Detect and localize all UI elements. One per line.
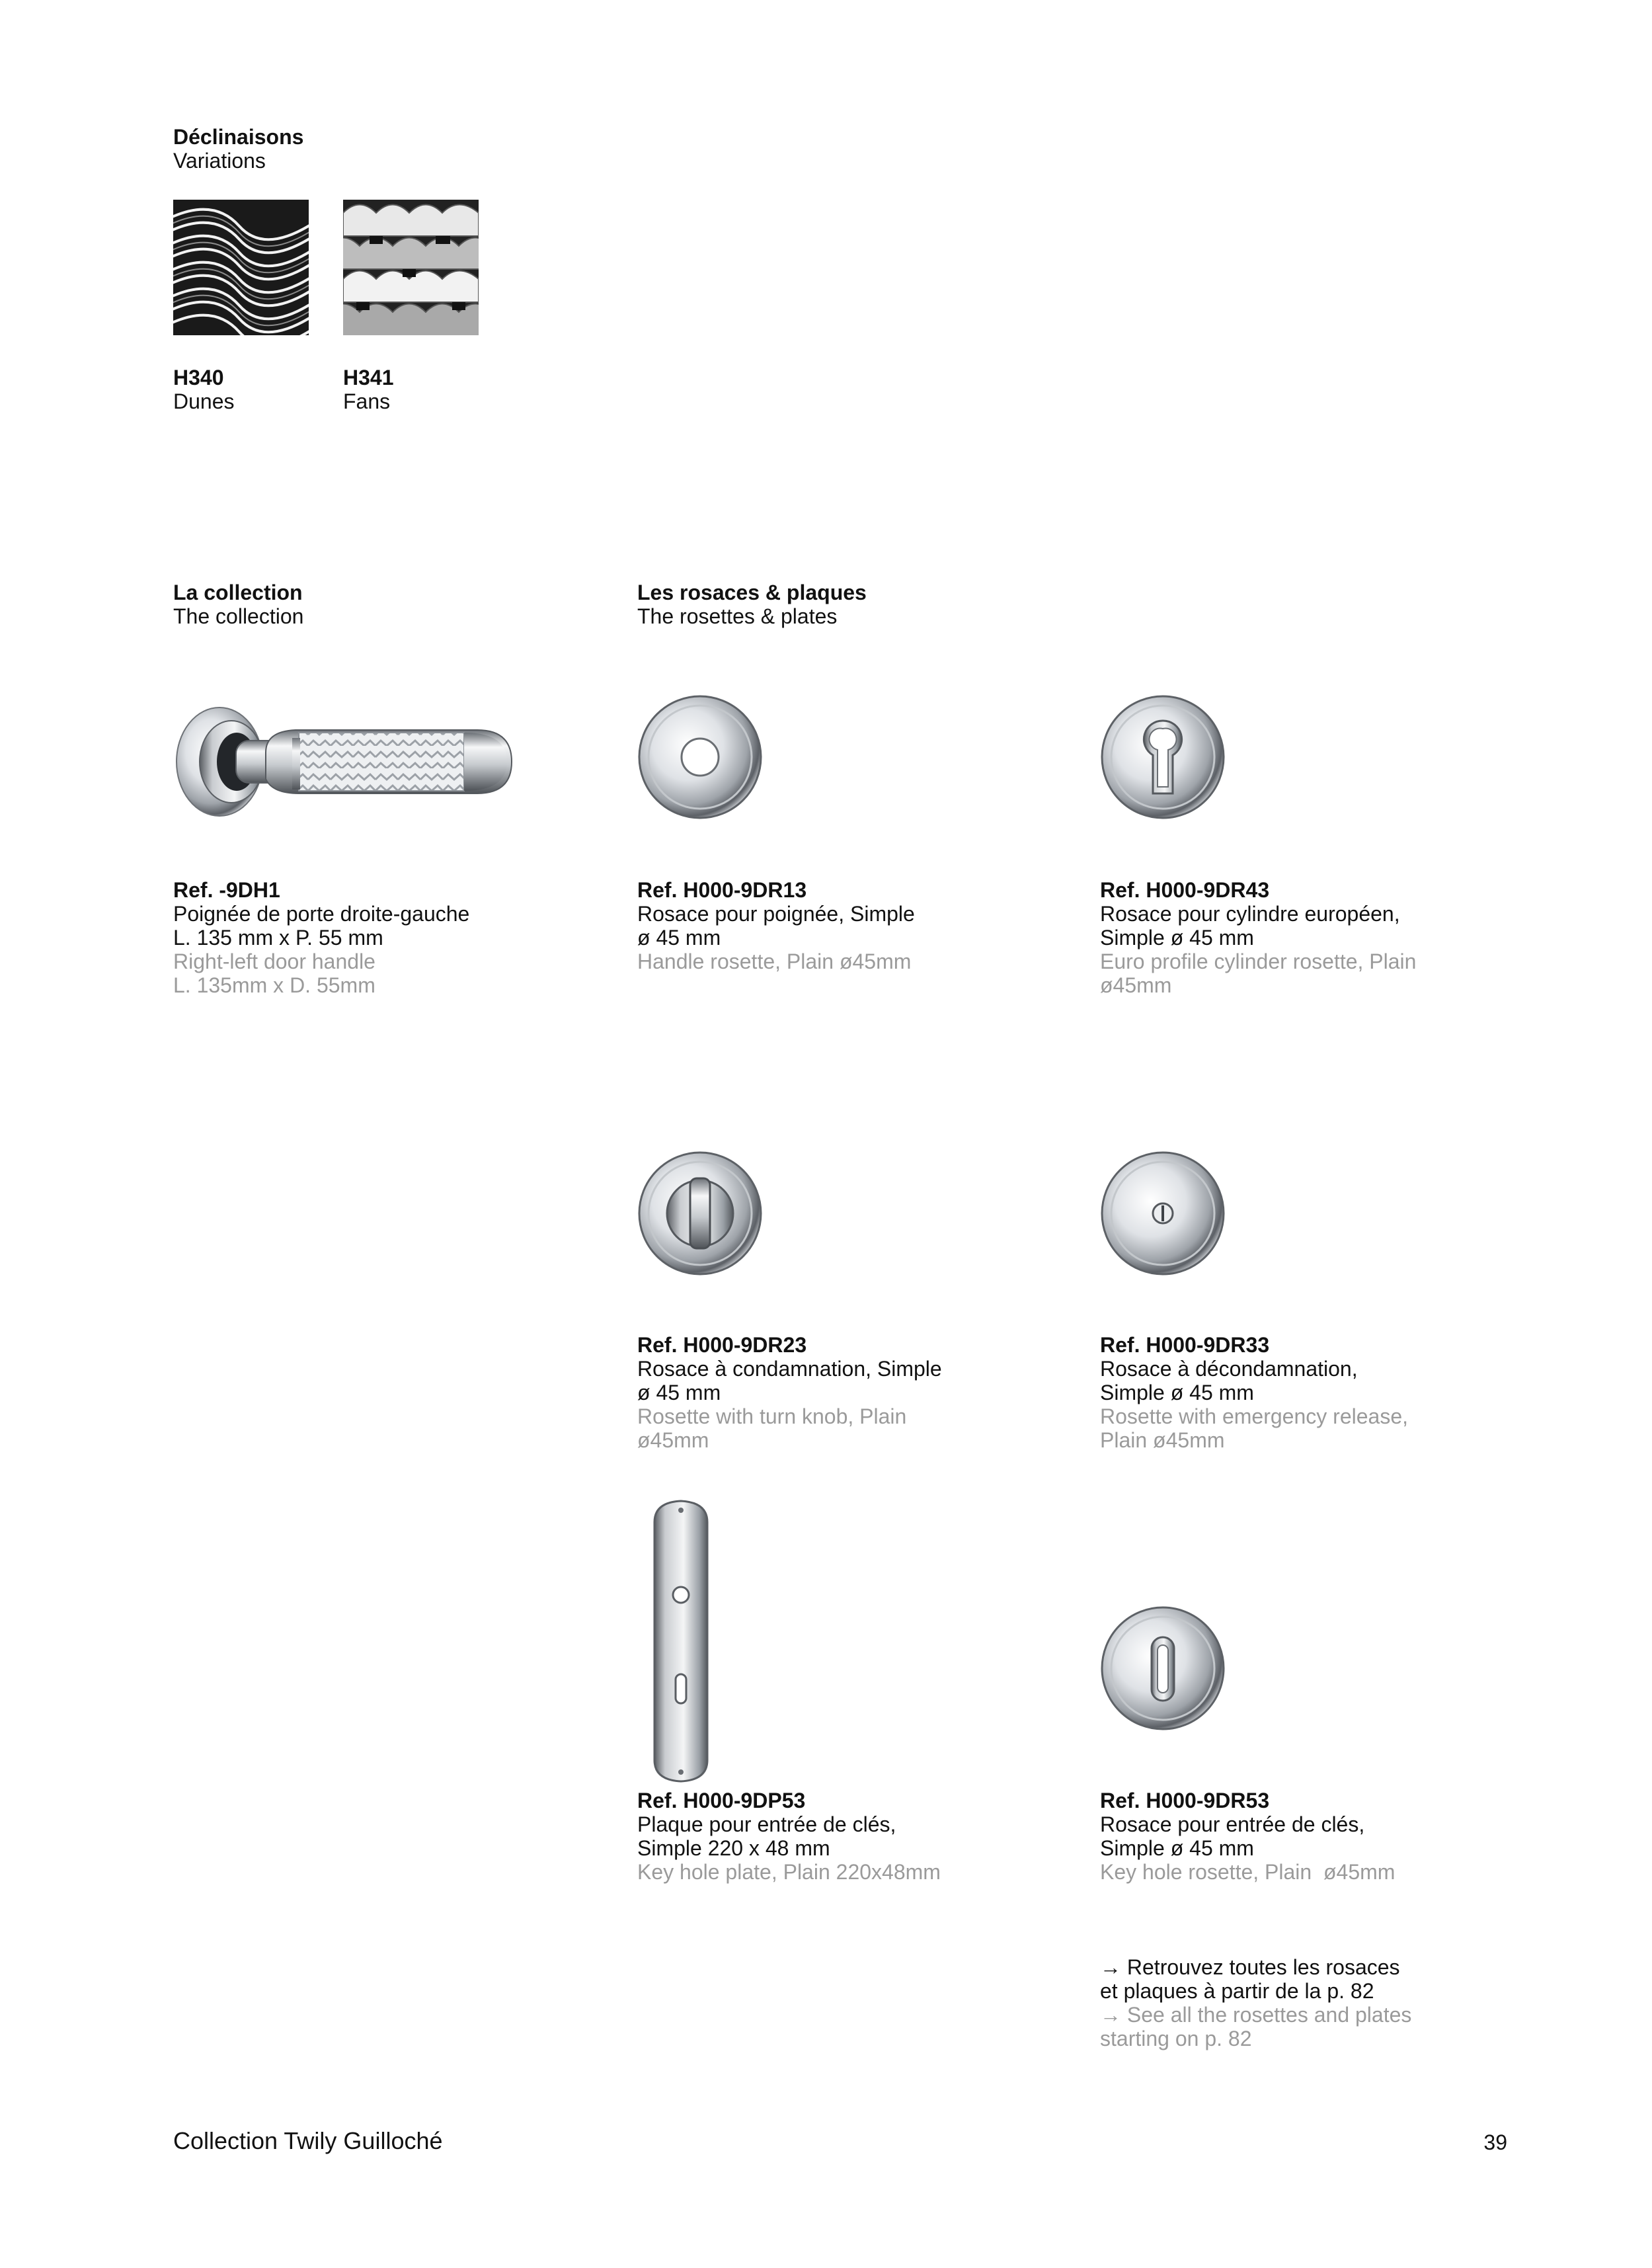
product-ref: Ref. -9DH1 [173, 878, 280, 902]
note-fr: → Retrouvez toutes les rosaces [1100, 1955, 1400, 1979]
variation-code: H340 [173, 366, 224, 389]
door-handle-image [173, 701, 517, 827]
rosette-keyhole-image [1100, 1605, 1232, 1738]
product-desc-en: Euro profile cylinder rosette, Plain [1100, 950, 1417, 973]
product-desc-en: ø45mm [637, 1428, 709, 1452]
product-desc-fr: ø 45 mm [637, 926, 721, 950]
product-card-9dr43 [1100, 878, 1497, 997]
product-card-9dr33 [1100, 1333, 1497, 1452]
product-desc-fr: L. 135 mm x P. 55 mm [173, 926, 383, 950]
note-en: starting on p. 82 [1100, 2027, 1252, 2050]
product-desc-fr: ø 45 mm [637, 1381, 721, 1404]
rosette-turn-knob-image [637, 1151, 769, 1283]
product-ref: Ref. H000-9DP53 [637, 1789, 806, 1812]
rosette-emergency-release-image [1100, 1151, 1232, 1283]
product-desc-en: Rosette with emergency release, [1100, 1404, 1408, 1428]
product-ref: Ref. H000-9DR53 [1100, 1789, 1270, 1812]
collection-header [173, 581, 570, 628]
variations-heading-fr: Déclinaisons [173, 125, 304, 149]
product-desc-en: Right-left door handle [173, 950, 375, 973]
product-card-handle [173, 878, 570, 997]
product-desc-fr: Simple ø 45 mm [1100, 1381, 1254, 1404]
swatch-fans [343, 200, 479, 335]
product-desc-en: ø45mm [1100, 973, 1172, 997]
swatch-dunes [173, 200, 309, 335]
rosettes-heading-en: The rosettes & plates [637, 604, 838, 628]
product-desc-fr: Rosace pour cylindre européen, [1100, 902, 1400, 926]
variations-heading-en: Variations [173, 149, 266, 173]
product-desc-fr: Simple 220 x 48 mm [637, 1836, 830, 1860]
rosette-cylinder-image [1100, 694, 1232, 827]
product-desc-fr: Simple ø 45 mm [1100, 1836, 1254, 1860]
product-desc-en: L. 135mm x D. 55mm [173, 973, 375, 997]
footer-title: Collection Twily Guilloché [173, 2127, 443, 2154]
variation-item-fans [343, 366, 475, 413]
product-card-9dr53 [1100, 1789, 1497, 1884]
product-desc-fr: Simple ø 45 mm [1100, 926, 1254, 950]
product-ref: Ref. H000-9DR23 [637, 1333, 807, 1357]
product-ref: Ref. H000-9DR43 [1100, 878, 1270, 902]
rosettes-header [637, 581, 1034, 628]
product-card-9dp53 [637, 1789, 1034, 1884]
product-desc-fr: Rosace pour entrée de clés, [1100, 1812, 1365, 1836]
page-number: 39 [1483, 2130, 1507, 2154]
product-desc-fr: Poignée de porte droite-gauche [173, 902, 470, 926]
product-desc-en: Key hole rosette, Plain ø45mm [1100, 1860, 1396, 1884]
product-desc-en: Rosette with turn knob, Plain [637, 1404, 907, 1428]
variation-name: Dunes [173, 389, 235, 413]
product-desc-fr: Rosace à décondamnation, [1100, 1357, 1358, 1381]
see-all-note [1100, 1955, 1497, 2050]
variations-header [173, 125, 570, 173]
variation-item-dunes [173, 366, 305, 413]
product-desc-fr: Plaque pour entrée de clés, [637, 1812, 896, 1836]
product-desc-en: Plain ø45mm [1100, 1428, 1225, 1452]
product-desc-en: Handle rosette, Plain ø45mm [637, 950, 912, 973]
product-ref: Ref. H000-9DR33 [1100, 1333, 1270, 1357]
variation-code: H341 [343, 366, 394, 389]
collection-heading-en: The collection [173, 604, 304, 628]
product-card-9dr23 [637, 1333, 1034, 1452]
variation-name: Fans [343, 389, 391, 413]
rosettes-heading-fr: Les rosaces & plaques [637, 581, 867, 604]
keyhole-plate-image [641, 1496, 721, 1787]
note-en: → See all the rosettes and plates [1100, 2003, 1412, 2027]
product-desc-fr: Rosace à condamnation, Simple [637, 1357, 942, 1381]
product-ref: Ref. H000-9DR13 [637, 878, 807, 902]
rosette-handle-image [637, 694, 769, 827]
product-card-9dr13 [637, 878, 1034, 973]
product-desc-fr: Rosace pour poignée, Simple [637, 902, 915, 926]
note-fr: et plaques à partir de la p. 82 [1100, 1979, 1374, 2003]
collection-heading-fr: La collection [173, 581, 303, 604]
product-desc-en: Key hole plate, Plain 220x48mm [637, 1860, 941, 1884]
